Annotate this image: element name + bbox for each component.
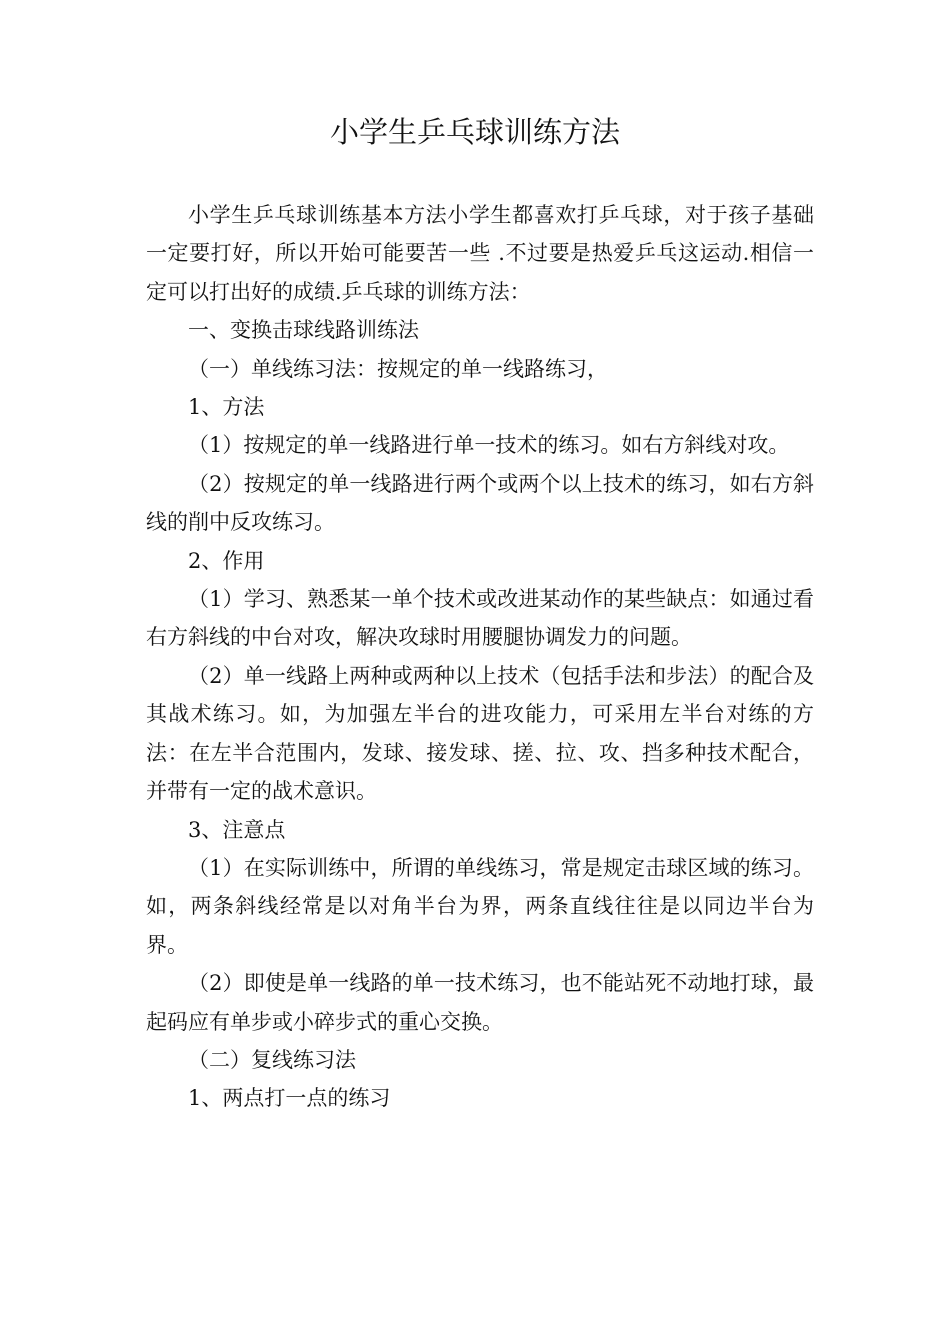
subsection-heading-2: （二）复线练习法 bbox=[188, 1047, 356, 1072]
notes-paragraph-2: （2）即使是单一线路的单一技术练习，也不能站死不动地打球，最起码应有单步或小碎步式的重心交换。 bbox=[146, 971, 814, 1034]
item-heading-method: 1、方法 bbox=[188, 395, 265, 420]
document-body bbox=[146, 196, 814, 1118]
document-title: 小学生乒乓球训练方法 bbox=[329, 115, 620, 149]
subsection-heading-1: （一）单线练习法：按规定的单一线路练习， bbox=[188, 356, 608, 381]
intro-paragraph: 小学生乒乓球训练基本方法小学生都喜欢打乒乓球，对于孩子基础一定要打好，所以开始可能要苦一些 .不过要是热爱乒乓这运动.相信一定可以打出好的成绩.乒乓球的训练方法： bbox=[146, 203, 814, 304]
item-heading-effect: 2、作用 bbox=[188, 548, 265, 573]
notes-paragraph-1: （1）在实际训练中，所谓的单线练习，常是规定击球区域的练习。如，两条斜线经常是以对角半台为界，两条直线往往是以同边半台为界。 bbox=[146, 855, 814, 957]
method-paragraph-2: （2）按规定的单一线路进行两个或两个以上技术的练习，如右方斜线的削中反攻练习。 bbox=[146, 471, 814, 535]
item-heading-notes: 3、注意点 bbox=[188, 817, 286, 842]
effect-paragraph-1: （1）学习、熟悉某一单个技术或改进某动作的某些缺点：如通过看右方斜线的中台对攻，解决攻球时用腰腿协调发力的问题。 bbox=[146, 587, 814, 650]
section-heading-1: 一、变换击球线路训练法 bbox=[188, 318, 419, 343]
method-paragraph-1: （1）按规定的单一线路进行单一技术的练习。如右方斜线对攻。 bbox=[188, 433, 790, 458]
item-heading-two-points: 1、两点打一点的练习 bbox=[188, 1086, 391, 1111]
effect-paragraph-2: （2）单一线路上两种或两种以上技术（包括手法和步法）的配合及其战术练习。如，为加强左半台的进攻能力，可采用左半台对练的方法：在左半合范围内，发球、接发球、搓、拉、攻、挡多种技术配合，并带有一定的战术意识。 bbox=[146, 663, 814, 804]
